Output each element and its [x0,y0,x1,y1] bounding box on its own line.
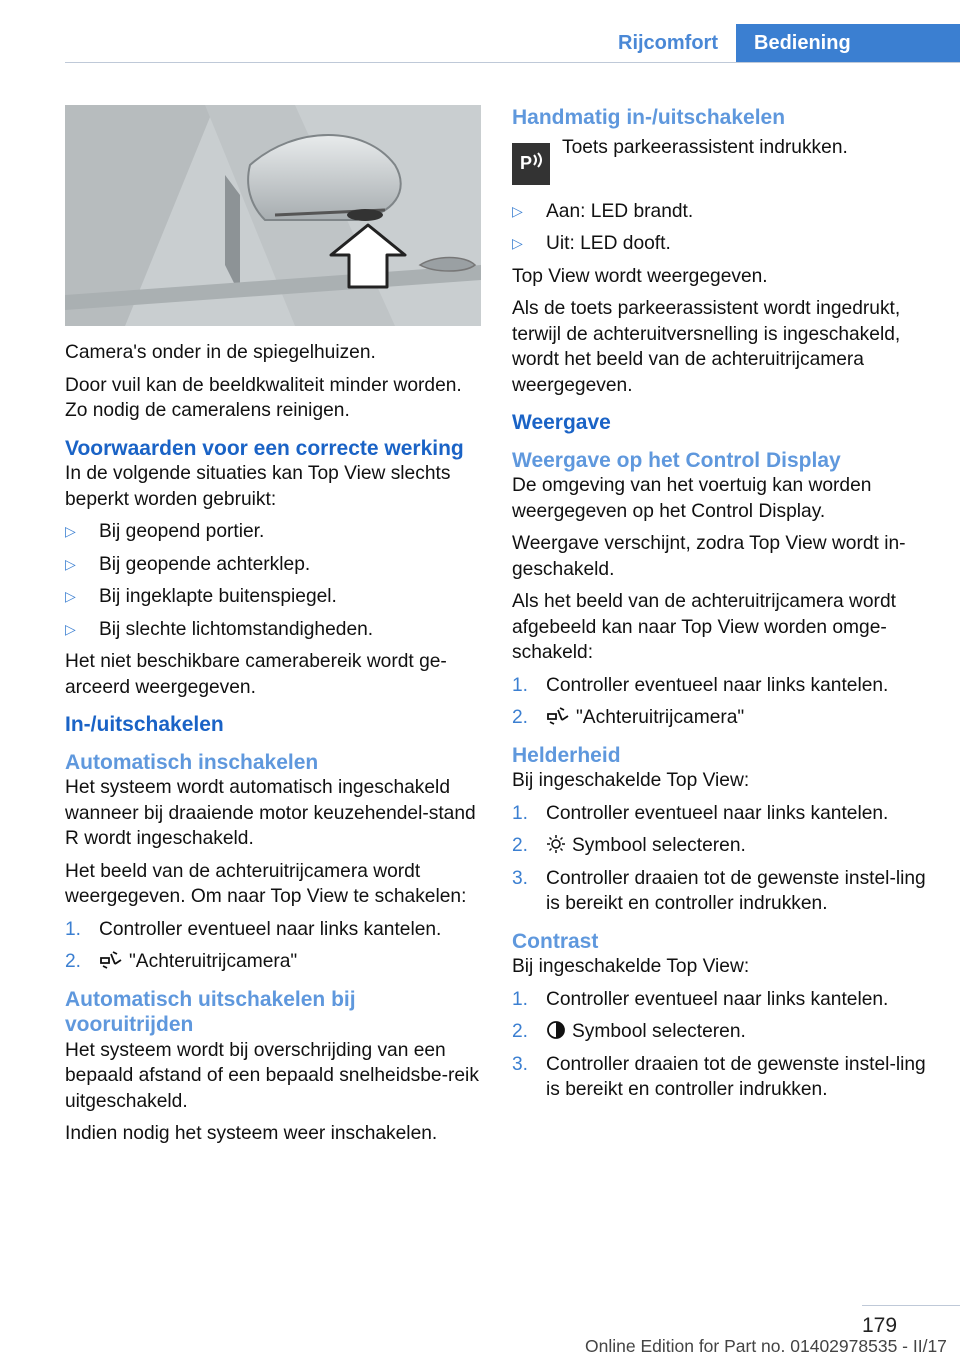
heading-auto-off: Automatisch uitschakelen bij vooruitrijden [65,987,356,1036]
contrast-steps [512,987,932,1103]
page-number: 179 [862,1314,898,1337]
rear-camera-icon [99,950,123,970]
list-item: 3. Controller draaien tot de gewenste instel‐ling is bereikt en controller indrukken. [512,867,926,914]
list-item: ▷ Bij ingeklapte buitenspiegel. [65,584,483,610]
list-item: ▷ Bij slechte lichtomstandigheden. [65,617,483,643]
triangle-bullet-icon: ▷ [512,202,523,219]
brightness-icon [546,834,566,854]
rear-camera-icon [546,706,570,726]
triangle-bullet-icon: ▷ [65,588,76,604]
contrast-intro: Bij ingeschakelde Top View: [512,956,750,977]
footer-divider [862,1305,960,1306]
heading-contrast: Contrast [512,929,599,953]
brightness-steps [512,801,932,917]
section-tab-bediening: Bediening [736,24,960,62]
switch-steps-left [65,917,483,975]
list-item: ▷ Bij geopend portier. [65,519,483,545]
contrast-icon [546,1020,566,1040]
triangle-bullet-icon: ▷ [512,235,523,251]
list-item: 1. Controller eventueel naar links kantelen. [512,988,889,1010]
left-column [65,105,483,1154]
brightness-intro: Bij ingeschakelde Top View: [512,770,750,791]
mirror-camera-illustration [65,105,481,326]
edition-note: Online Edition for Part no. 01402978535 - II/17 [585,1336,947,1356]
appears-text: Weergave verschijnt, zodra Top View wordt in‐geschakeld. [512,533,906,580]
park-assist-button-icon [512,143,550,185]
auto-off-text: Het systeem wordt bij overschrijding van een bepaald afstand of een bepaald snelheidsbe‐reik uitgeschakeld. [65,1039,479,1112]
list-item: 2. Symbool selecteren. [512,1021,746,1042]
led-states-list [512,199,932,257]
heading-on-off: In-/uitschakelen [65,713,224,736]
section-tab-rijcomfort: Rijcomfort [618,32,718,54]
list-item: 2. Symbool selecteren. [512,835,746,856]
list-item: 1. Controller eventueel naar links kantelen. [512,802,889,824]
figure-caption: Camera's onder in de spiegelhuizen. [65,342,376,363]
conditions-list [65,519,483,642]
topview-shown: Top View wordt weergegeven. [512,265,768,287]
list-item: 2. "Achteruitrijcamera" [65,951,298,972]
conditions-intro: In de volgende situaties kan Top View slechts beperkt worden gebruikt: [65,463,451,510]
list-item: ▷ Uit: LED dooft. [512,231,932,257]
heading-display: Weergave [512,411,611,434]
list-item: 1. Controller eventueel naar links kantelen. [65,918,442,940]
reenable-text: Indien nodig het systeem weer inschakelen. [65,1123,438,1144]
triangle-bullet-icon: ▷ [65,523,76,539]
list-item: ▷ Bij geopende achterklep. [65,552,483,578]
heading-brightness: Helderheid [512,743,621,767]
list-item: ▷ Aan: LED brandt. [512,199,932,225]
hatched-note: Het niet beschikbare camerabereik wordt ge‐arceerd weergegeven. [65,651,447,698]
auto-on-text: Het systeem wordt automatisch ingeschakeld wanneer bij draaiende motor keuzehendel‐stand R wordt ingeschakeld. [65,777,476,849]
right-column [512,105,932,1110]
rear-cam-text: Het beeld van de achteruitrijcamera wordt weergegeven. Om naar Top View te schakelen: [65,860,467,907]
env-text: De omgeving van het voertuig kan worden weergegeven op het Control Display. [512,475,872,522]
list-item: 2. "Achteruitrijcamera" [512,707,745,728]
heading-manual: Handmatig in-/uitschakelen [512,106,786,129]
triangle-bullet-icon: ▷ [65,555,76,572]
switch-steps-right [512,673,932,731]
reverse-text: Als de toets parkeerassistent wordt ingedrukt, terwijl de achteruitversnelling is ingeschakeld, wordt het beeld van de achteruitrijcamera weergegeven. [512,298,901,396]
press-instruction: P Toets parkeerassistent indrukken. [512,135,932,185]
header-divider [65,62,960,63]
list-item: 1. Controller eventueel naar links kantelen. [512,674,889,696]
heading-display-cd: Weergave op het Control Display [512,448,841,472]
dirt-note: Door vuil kan de beeldkwaliteit minder worden. Zo nodig de cameralens reinigen. [65,374,462,421]
switch-text: Als het beeld van de achteruitrijcamera wordt afgebeeld kan naar Top View worden omge‐schakeld: [512,591,896,663]
list-item: 3. Controller draaien tot de gewenste instel‐ling is bereikt en controller indrukken. [512,1053,926,1100]
svg-text:P: P [520,152,533,173]
triangle-bullet-icon: ▷ [65,620,76,637]
heading-conditions: Voorwaarden voor een correcte werking [65,436,464,460]
heading-auto-on: Automatisch inschakelen [65,750,319,774]
